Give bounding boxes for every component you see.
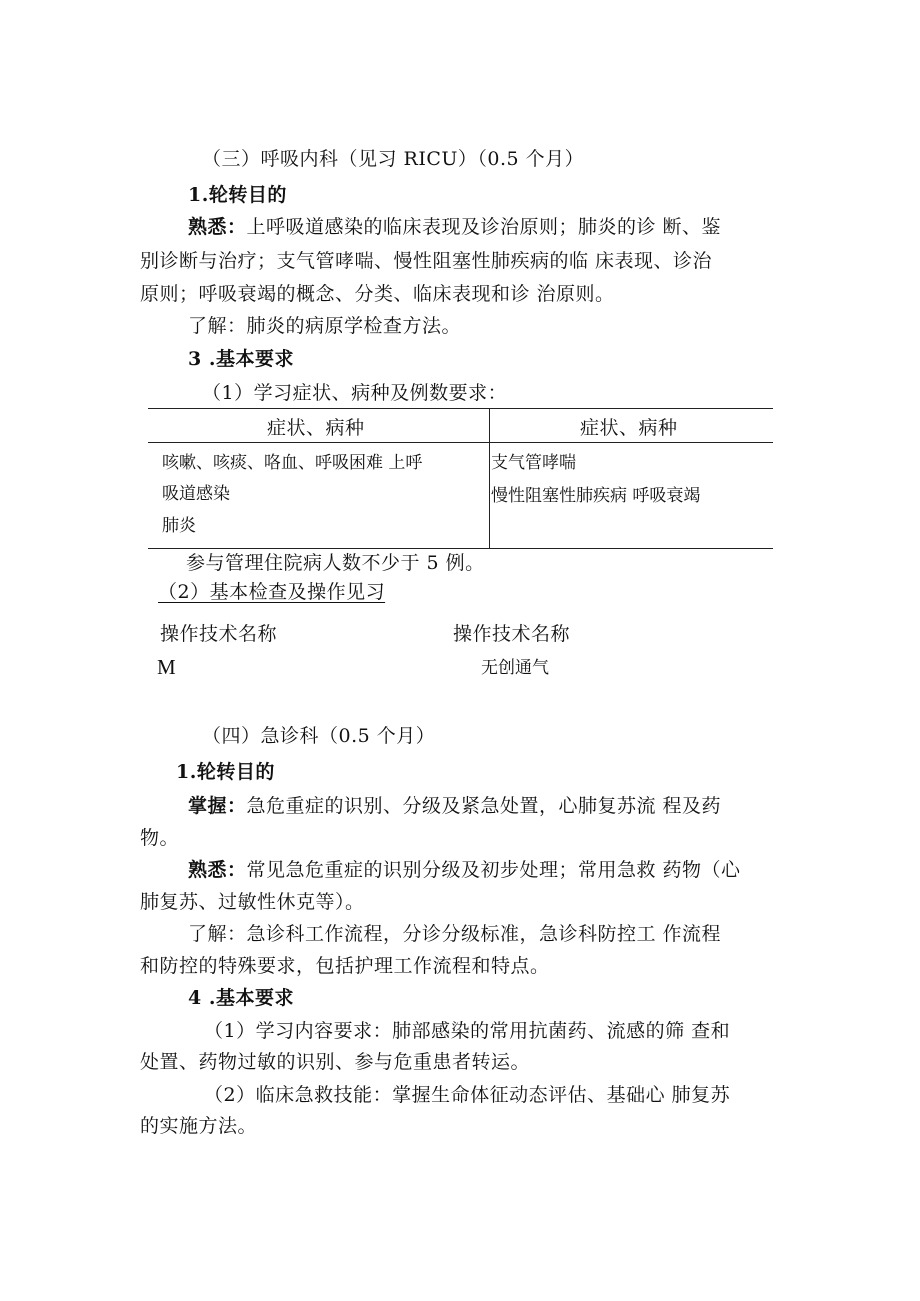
table-bottom-border	[148, 548, 773, 549]
familiar-text-1: 上呼吸道感染的临床表现及诊治原则；肺炎的诊 断、鉴	[246, 216, 722, 238]
master-label: 掌握：	[188, 795, 247, 817]
table-cell-right-line-2: 慢性阻塞性肺疾病 呼吸衰竭	[491, 486, 701, 506]
section3-understand: 了解：肺炎的病原学检查方法。	[188, 315, 462, 337]
table-cell-right-line-1: 支气管哮喘	[491, 453, 576, 473]
familiar-label-2: 熟悉：	[188, 859, 247, 881]
table-top-border	[148, 408, 773, 409]
section4-goal-title: 1.轮转目的	[176, 761, 275, 783]
section4-understand-line-1: 了解：急诊科工作流程，分诊分级标准，急诊科防控工 作流程	[188, 923, 722, 945]
section4-req2-line-1: （2）临床急救技能：掌握生命体征动态评估、基础心 肺复苏	[204, 1084, 731, 1106]
familiar-label: 熟悉：	[188, 216, 247, 238]
ops-header-left: 操作技术名称	[160, 623, 278, 645]
section3-goal-title: 1.轮转目的	[188, 184, 287, 206]
section4-understand-line-2: 和防控的特殊要求，包括护理工作流程和特点。	[140, 955, 550, 977]
section4-familiar-line-1	[188, 861, 741, 880]
table-header-right: 症状、病种	[580, 417, 678, 439]
section3-sub1: （1）学习症状、病种及例数要求：	[202, 382, 508, 404]
master-text-1: 急危重症的识别、分级及紧急处置，心肺复苏流 程及药	[246, 795, 722, 817]
section3-familiar-line-3: 原则；呼吸衰竭的概念、分类、临床表现和诊 治原则。	[140, 283, 615, 305]
section4-req2-line-2: 的实施方法。	[140, 1115, 258, 1137]
section4-familiar-line-2: 肺复苏、过敏性休克等）。	[140, 891, 365, 913]
ops-value-left: M	[157, 655, 176, 679]
ops-header-right: 操作技术名称	[453, 623, 571, 645]
section4-master-line-1	[188, 797, 721, 816]
section4-master-line-2: 物。	[140, 827, 180, 849]
section4-basic-title: 4 .基本要求	[188, 987, 294, 1009]
familiar-text-2: 常见急危重症的识别分级及初步处理；常用急救 药物（心	[246, 859, 741, 881]
section3-basic-title: 3 .基本要求	[188, 348, 294, 370]
table-cell-left-line-2: 吸道感染	[162, 484, 230, 504]
section3-familiar-line-2: 别诊断与治疗；支气管哮喘、慢性阻塞性肺疾病的临 床表现、诊治	[140, 250, 713, 272]
section4-req1-line-2: 处置、药物过敏的识别、参与危重患者转运。	[140, 1051, 531, 1073]
section4-req1-line-1: （1）学习内容要求：肺部感染的常用抗菌药、流感的筛 查和	[204, 1020, 731, 1042]
section3-familiar-line-1	[188, 218, 721, 237]
table-cell-left-line-3: 肺炎	[162, 516, 196, 536]
section3-sub2: （2）基本检查及操作见习	[158, 581, 386, 603]
table-header-border	[148, 442, 773, 443]
table-header-left: 症状、病种	[267, 417, 365, 439]
table-cell-left-line-1: 咳嗽、咳痰、咯血、呼吸困难 上呼	[162, 453, 423, 473]
ops-value-right: 无创通气	[481, 658, 549, 678]
section3-heading: （三）呼吸内科（见习 RICU）（0.5 个月）	[202, 148, 585, 170]
section4-heading: （四）急诊科（0.5 个月）	[202, 725, 436, 747]
patients-note: 参与管理住院病人数不少于 5 例。	[186, 552, 485, 574]
table-column-divider	[489, 408, 490, 549]
